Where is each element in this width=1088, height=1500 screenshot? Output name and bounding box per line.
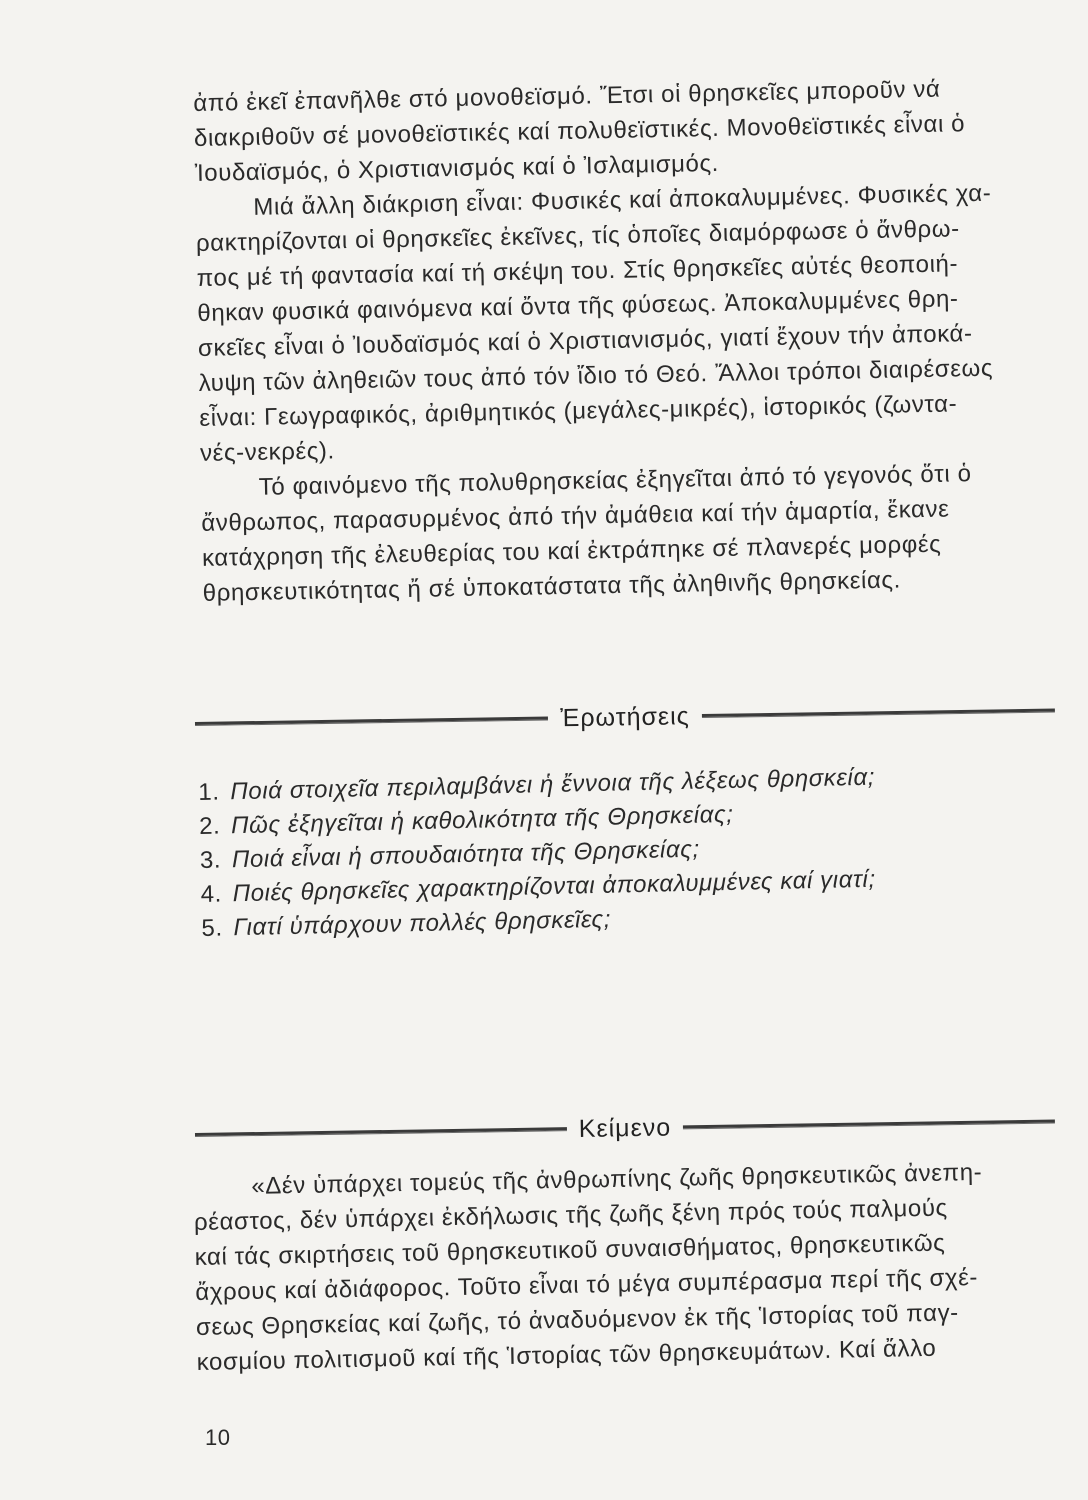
- question-text: Ποιές θρησκεῖες χαρακτηρίζονται ἀποκαλυμμένες καί γιατί;: [232, 865, 877, 908]
- question-text: Πῶς ἐξηγεῖται ἡ καθολικότητα τῆς Θρησκείας;: [230, 800, 734, 840]
- text-line: σκεῖες εἶναι ὁ Ἰουδαϊσμός καί ὁ Χριστιανισμός, γιατί ἔχουν τήν ἀποκά-: [197, 320, 973, 362]
- text-line: εἶναι: Γεωγραφικός, ἀριθμητικός (μεγάλες-μικρές), ἱστορικός (ζωντα-: [199, 390, 958, 432]
- heading-rule-left: [195, 1127, 567, 1137]
- text-line: Ἰουδαϊσμός, ὁ Χριστιανισμός καί ὁ Ἰσλαμισμός.: [194, 149, 720, 187]
- questions-list: [198, 758, 1002, 946]
- heading-rule-left: [195, 716, 548, 726]
- question-number: 5.: [201, 914, 223, 942]
- question-number: 2.: [198, 812, 221, 840]
- questions-section-header: [195, 690, 1056, 744]
- text-line: Μιά ἄλλη διάκριση εἶναι: Φυσικές καί ἀποκαλυμμένες. Φυσικές χα-: [253, 179, 992, 221]
- text-line: ρέαστος, δέν ὑπάρχει ἐκδήλωσις τῆς ζωῆς ξένη πρός τούς παλμούς: [193, 1194, 948, 1236]
- heading-rule-right: [702, 708, 1055, 718]
- question-text: Γιατί ὑπάρχουν πολλές θρησκεῖες;: [233, 905, 612, 942]
- text-line: «Δέν ὑπάρχει τομεύς τῆς ἀνθρωπίνης ζωῆς θρησκευτικῶς ἀνεπη-: [251, 1158, 983, 1200]
- text-line: νές-νεκρές).: [199, 437, 336, 467]
- text-line: θρησκευτικότητας ἤ σέ ὑποκατάστατα τῆς ἀληθινῆς θρησκείας.: [202, 566, 902, 607]
- question-text: Ποιά εἶναι ἡ σπουδαιότητα τῆς Θρησκείας;: [231, 835, 701, 874]
- text-line: Τό φαινόμενο τῆς πολυθρησκείας ἐξηγεῖται ἀπό τό γεγονός ὅτι ὁ: [258, 460, 972, 501]
- text-line: κατάχρηση τῆς ἐλευθερίας του καί ἐκτράπηκε σέ πλανερές μορφές: [201, 530, 942, 572]
- text-line: καί τάς σκιρτήσεις τοῦ θρησκευτικοῦ συναισθήματος, θρησκευτικῶς: [194, 1229, 946, 1271]
- text-line: ἄνθρωπος, παρασυρμένος ἀπό τήν ἀμάθεια καί τήν ἁμαρτία, ἔκανε: [201, 495, 950, 537]
- text-line: πος μέ τή φαντασία καί τή σκέψη του. Στίς θρησκεῖες αὐτές θεοποιή-: [196, 250, 959, 292]
- text-line: ἀπό ἐκεῖ ἐπανῆλθε στό μονοθεϊσμό. Ἔτσι οἱ θρησκεῖες μποροῦν νά: [193, 75, 941, 117]
- question-number: 3.: [199, 846, 222, 874]
- text-line: θηκαν φυσικά φαινόμενα καί ὄντα τῆς φύσεως. Ἀποκαλυμμένες θρη-: [197, 285, 959, 327]
- heading-rule-right: [683, 1119, 1055, 1129]
- text-line: ρακτηρίζονται οἱ θρησκεῖες ἐκεῖνες, τίς ὁποῖες διαμόρφωσε ὁ ἄνθρω-: [195, 215, 960, 257]
- quoted-text-block: [193, 1153, 1057, 1379]
- text-line: ἄχρους καί ἀδιάφορος. Τοῦτο εἶναι τό μέγα συμπέρασμα περί τῆς σχέ-: [195, 1263, 979, 1306]
- page-number: 10: [205, 1425, 231, 1450]
- questions-heading: Ἐρωτήσεις: [559, 701, 690, 732]
- text-line: σεως Θρησκείας καί ζωῆς, τό ἀναδυόμενον ἐκ τῆς Ἱστορίας τοῦ παγ-: [195, 1299, 960, 1341]
- text-line: λυψη τῶν ἀληθειῶν τους ἀπό τόν ἴδιο τό Θεό. Ἄλλοι τρόποι διαιρέσεως: [198, 354, 994, 397]
- text-line: κοσμίου πολιτισμοῦ καί τῆς Ἱστορίας τῶν θρησκευμάτων. Καί ἄλλο: [196, 1334, 937, 1376]
- body-text-top: [193, 69, 1063, 610]
- question-number: 1.: [198, 778, 220, 806]
- text-line: διακριθοῦν σέ μονοθεϊστικές καί πολυθεϊστικές. Μονοθεϊστικές εἶναι ὁ: [193, 110, 966, 152]
- question-text: Ποιά στοιχεῖα περιλαμβάνει ἡ ἔννοια τῆς λέξεως θρησκεία;: [230, 763, 876, 806]
- text-heading: Κείμενο: [578, 1113, 672, 1143]
- text-section-header: [195, 1101, 1056, 1155]
- question-number: 4.: [200, 880, 223, 908]
